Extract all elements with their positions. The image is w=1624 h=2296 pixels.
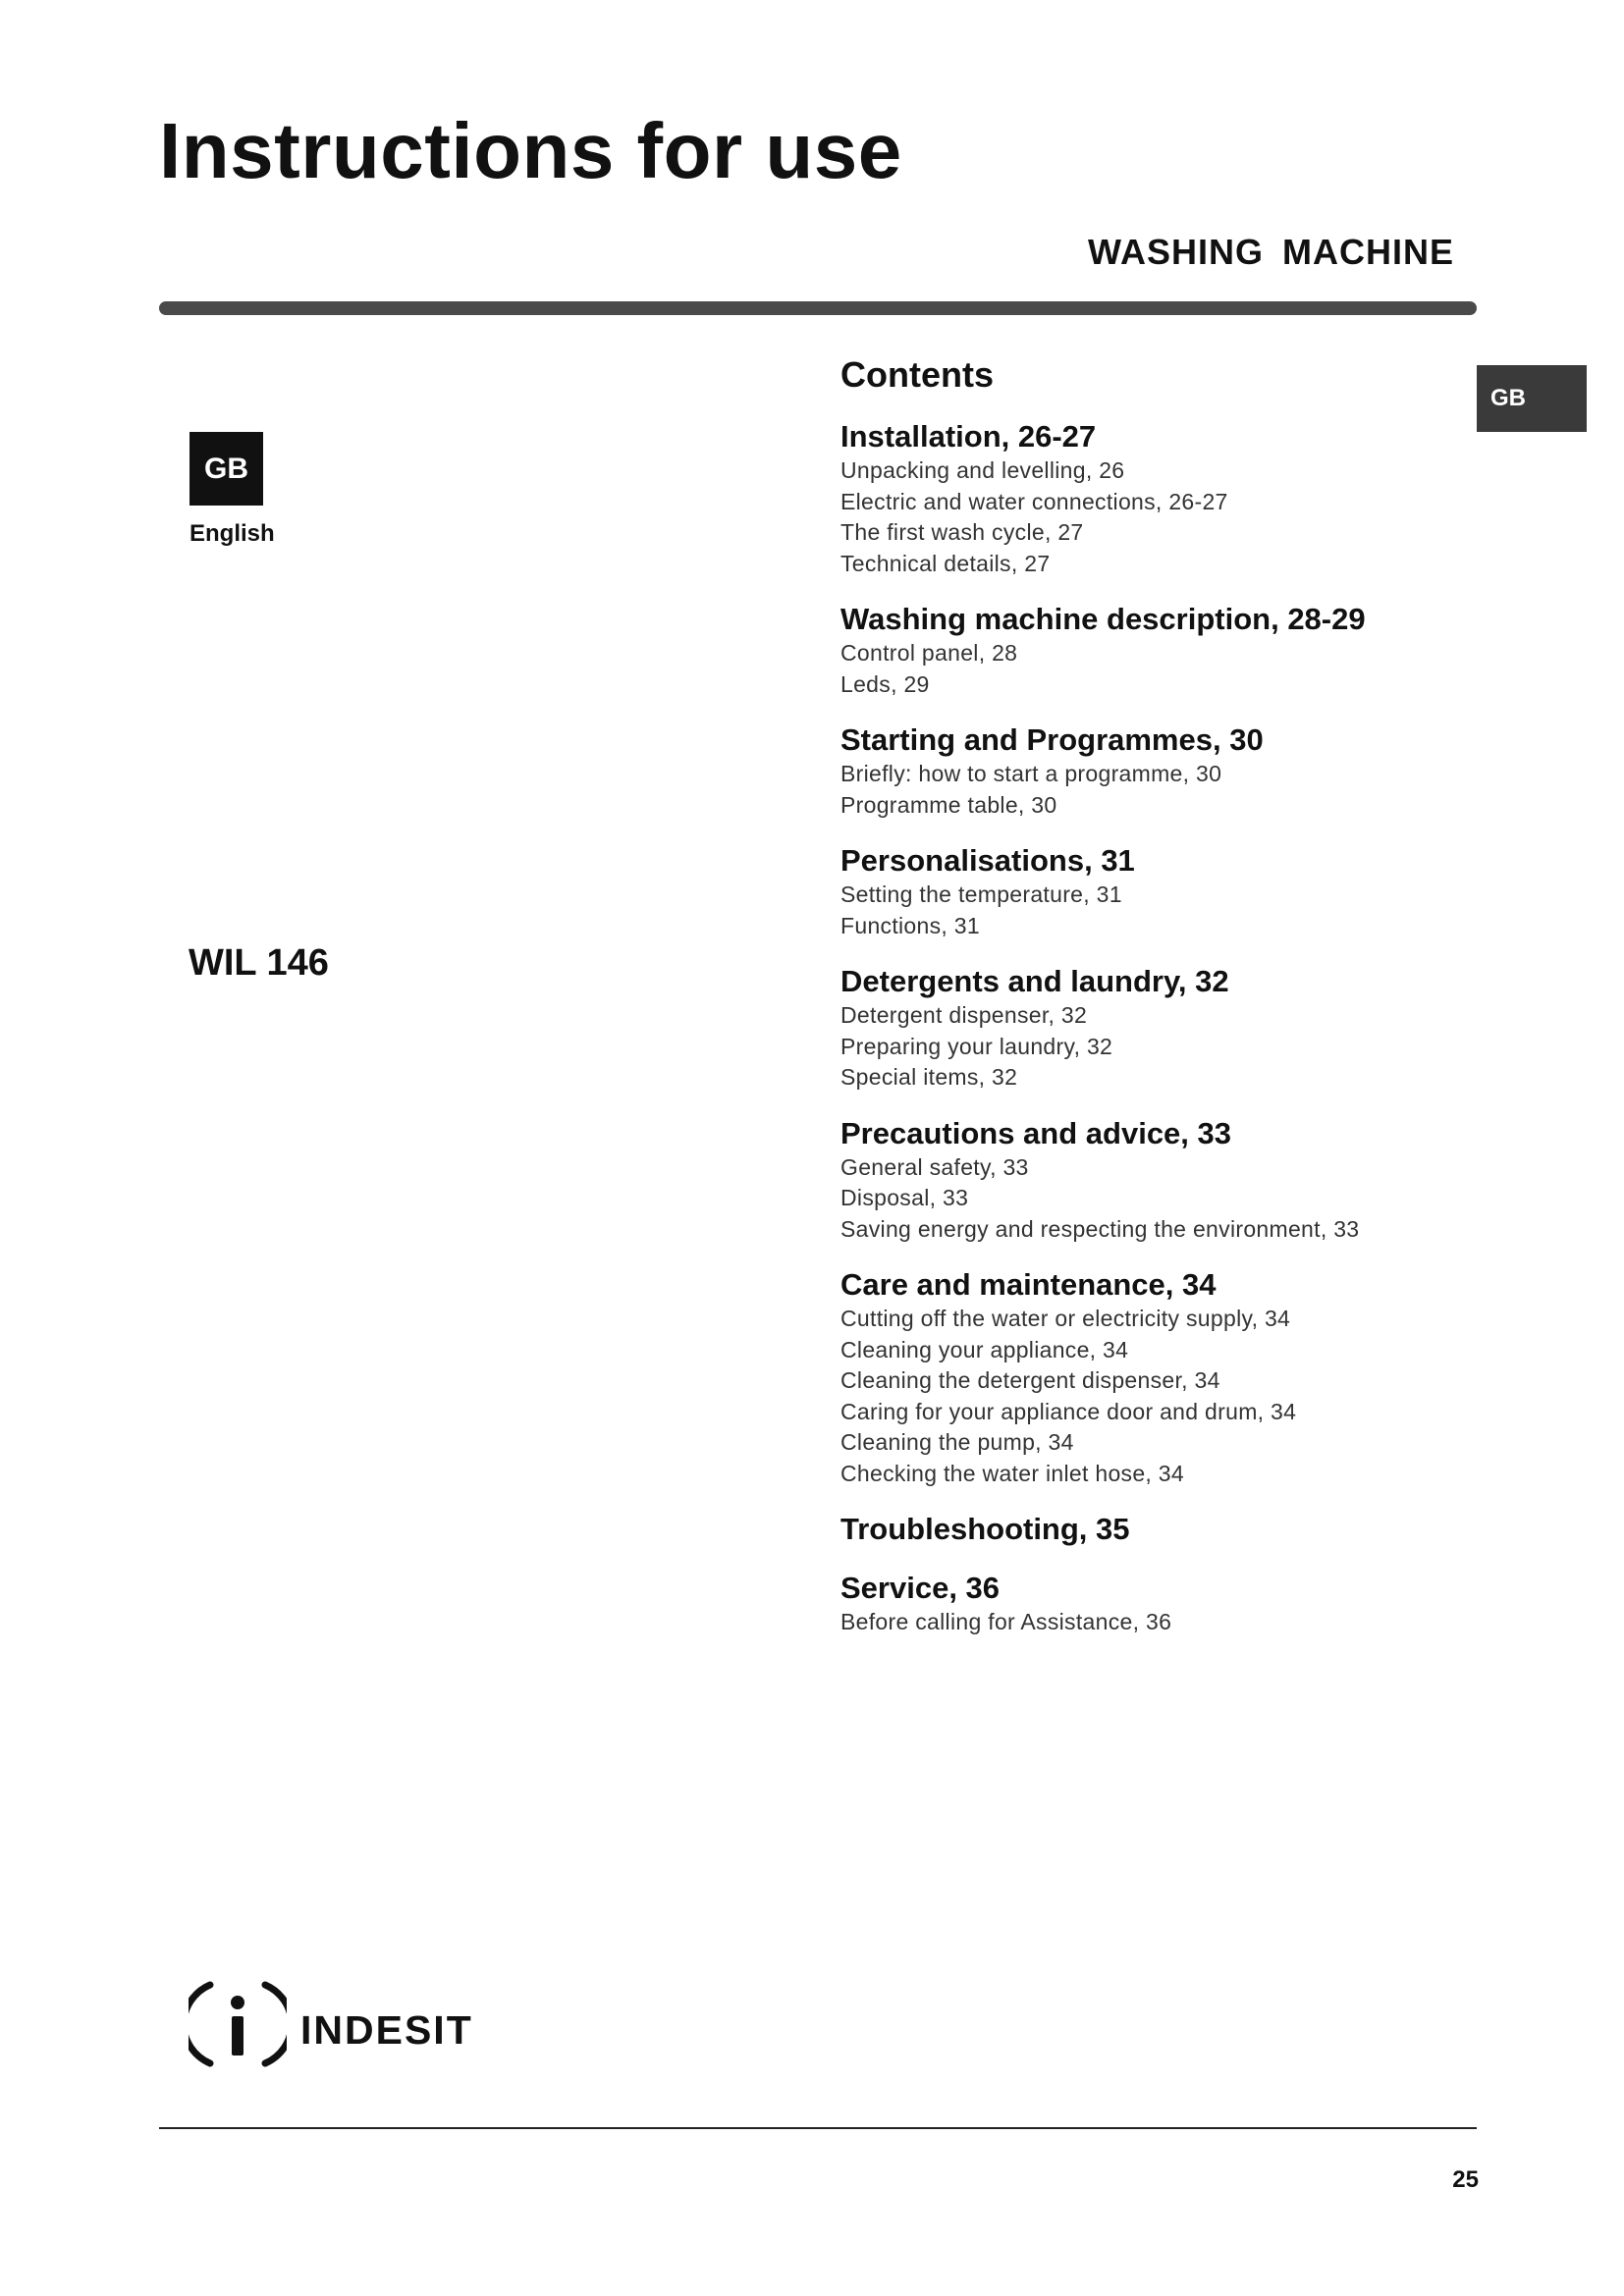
section-item: Cutting off the water or electricity supply, 34 [840,1306,1291,1331]
contents-section [840,1570,1528,1638]
section-title: Care and maintenance, 34 [840,1267,1217,1302]
section-title: Personalisations, 31 [840,843,1135,878]
section-item: Before calling for Assistance, 36 [840,1609,1172,1634]
section-item: Cleaning your appliance, 34 [840,1336,1129,1362]
section-item: Functions, 31 [840,912,980,938]
contents-section [840,1115,1528,1246]
section-title: Troubleshooting, 35 [840,1512,1130,1546]
section-item: Disposal, 33 [840,1185,969,1210]
section-title: Washing machine description, 28-29 [840,602,1366,636]
section-item: Detergent dispenser, 32 [840,1002,1088,1028]
brand-logo [189,1977,473,2071]
contents-section [840,1266,1528,1489]
section-item: Cleaning the pump, 34 [840,1429,1074,1455]
contents-section [840,842,1528,941]
section-item: Technical details, 27 [840,550,1051,576]
section-title: Installation, 26-27 [840,419,1097,454]
section-item: Saving energy and respecting the environment, 33 [840,1215,1360,1242]
section-title: Detergents and laundry, 32 [840,964,1229,998]
section-item: Briefly: how to start a programme, 30 [840,761,1222,786]
document-subtitle: WASHING MACHINE [1088,232,1454,272]
brand-wordmark: indesit [300,1992,473,2056]
contents-section [840,418,1528,579]
page-title: Instructions for use [159,107,902,194]
section-item: Setting the temperature, 31 [840,881,1122,907]
section-item: Programme table, 30 [840,791,1057,818]
page-number: 25 [1452,2166,1479,2193]
section-item: Control panel, 28 [840,640,1018,666]
footer-divider [159,2127,1477,2129]
contents-section [840,601,1528,700]
contents-section [840,721,1528,821]
section-item: Checking the water inlet hose, 34 [840,1460,1184,1486]
section-item: Leds, 29 [840,670,930,697]
language-label: English [189,520,275,547]
section-item: Caring for your appliance door and drum, 34 [840,1398,1297,1424]
section-item: The first wash cycle, 27 [840,519,1084,545]
section-item: Preparing your laundry, 32 [840,1033,1113,1059]
section-title: Starting and Programmes, 30 [840,722,1264,757]
header-divider [159,301,1477,315]
section-title: Service, 36 [840,1571,1001,1605]
contents-section [840,1511,1528,1548]
section-item: Cleaning the detergent dispenser, 34 [840,1367,1220,1393]
section-item: Unpacking and levelling, 26 [840,457,1125,483]
section-title: Precautions and advice, 33 [840,1115,1232,1150]
section-item: Electric and water connections, 26-27 [840,488,1228,514]
section-item: General safety, 33 [840,1153,1029,1180]
language-side-tab: GB [1477,365,1587,432]
indesit-logo-icon [189,1977,287,2071]
table-of-contents [840,353,1528,1660]
language-badge: GB [189,432,263,506]
model-number: WIL 146 [189,942,329,984]
contents-heading: Contents [840,354,994,395]
contents-section [840,963,1528,1094]
contents-sections [840,418,1528,1638]
section-item: Special items, 32 [840,1064,1018,1090]
